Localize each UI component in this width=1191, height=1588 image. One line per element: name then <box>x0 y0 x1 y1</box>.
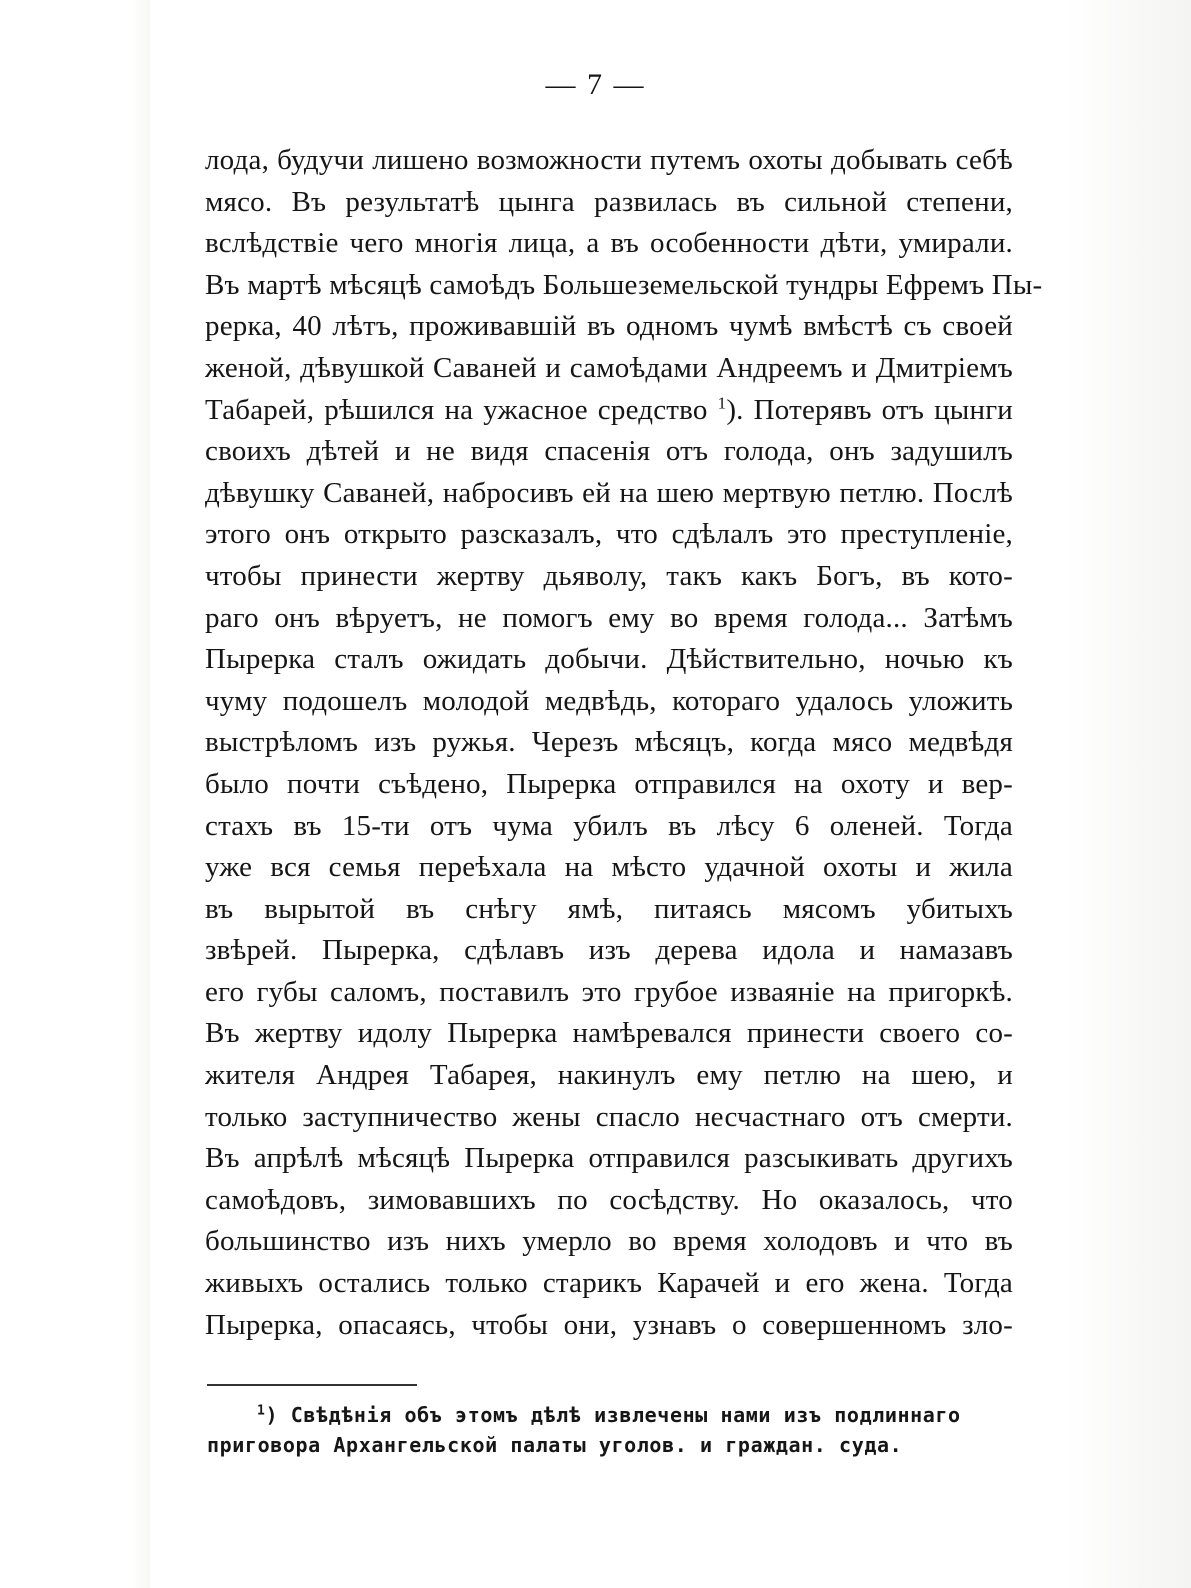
text-line: его губы саломъ, поставилъ это грубое изваяніе на пригоркѣ. <box>205 975 1013 1008</box>
text-line: чуму подошелъ молодой медвѣдь, котораго удалось уложить <box>205 684 1013 717</box>
text-line: лода, будучи лишено возможности путемъ охоты добывать себѣ <box>205 144 1013 176</box>
footnote-marker: 1 <box>257 1403 266 1419</box>
text-line: своихъ дѣтей и не видя спасенія отъ голода, онъ задушилъ <box>205 435 1013 468</box>
text-line: женой, дѣвушкой Саваней и самоѣдами Андреемъ и Дмитріемъ <box>205 351 1013 384</box>
text-line: уже вся семья переѣхала на мѣсто удачной охоты и жила <box>205 851 1013 884</box>
scan-left-margin <box>0 0 150 1588</box>
text-line: дѣвушку Саваней, набросивъ ей на шею мертвую петлю. Послѣ <box>205 476 1013 509</box>
text-line: Въ апрѣлѣ мѣсяцѣ Пырерка отправился разсыкивать другихъ <box>205 1142 1013 1175</box>
page-number: — 7 — <box>545 68 646 101</box>
footnote-divider <box>207 1384 417 1386</box>
text-line: выстрѣломъ изъ ружья. Черезъ мѣсяцъ, когда мясо медвѣдя <box>205 726 1013 759</box>
text-line: вслѣдствіе чего многія лица, а въ особенности дѣти, умирали. <box>205 227 1013 260</box>
text-line: стахъ въ 15-ти отъ чума убилъ въ лѣсу 6 оленей. Тогда <box>205 809 1013 842</box>
footnote-line <box>207 1400 1015 1430</box>
text-line: звѣрей. Пырерка, сдѣлавъ изъ дерева идола и намазавъ <box>205 934 1013 967</box>
text-line: Пырерка, опасаясь, чтобы они, узнавъ о совершенномъ зло- <box>205 1308 1013 1341</box>
text-line: живыхъ остались только старикъ Карачей и его жена. Тогда <box>205 1267 1013 1300</box>
text-line: этого онъ открыто разсказалъ, что сдѣлалъ это преступленіе, <box>205 518 1013 551</box>
text-line: только заступничество жены спасло несчастнаго отъ смерти. <box>205 1100 1013 1133</box>
body-text <box>205 140 1043 1346</box>
text-line: большинство изъ нихъ умерло во время холодовъ и что въ <box>205 1225 1013 1258</box>
text-line-with-footnote-ref <box>205 390 1013 432</box>
text-line: было почти съѣдено, Пырерка отправился на охоту и вер- <box>205 767 1013 800</box>
footnote-line: приговора Архангельской палаты уголов. и граждан. суда. <box>207 1433 903 1457</box>
text-line: Въ мартѣ мѣсяцѣ самоѣдъ Большеземельской тундры Ефремъ Пы- <box>205 268 1043 301</box>
footnote <box>207 1400 1015 1460</box>
text-line: чтобы принести жертву дьяволу, такъ какъ Богъ, въ кото- <box>205 559 1013 592</box>
text-line: Пырерка сталъ ожидать добычи. Дѣйствительно, ночью къ <box>205 643 1013 676</box>
footnote-reference: 1 <box>717 392 727 412</box>
footnote-text: ) Свѣдѣнія объ этомъ дѣлѣ извлечены нами изъ подлиннаго <box>265 1403 961 1427</box>
text-line: Въ жертву идолу Пырерка намѣревался принести своего со- <box>205 1017 1013 1050</box>
text-line: въ вырытой въ снѣгу ямѣ, питаясь мясомъ убитыхъ <box>205 892 1013 925</box>
text-line: рерка, 40 лѣтъ, проживавшій въ одномъ чумѣ вмѣстѣ съ своей <box>205 310 1013 343</box>
text-line-part: Табарей, рѣшился на ужасное средство <box>205 393 708 426</box>
text-line: раго онъ вѣруетъ, не помогъ ему во время голода... Затѣмъ <box>205 601 1013 634</box>
scan-right-margin <box>1051 0 1191 1588</box>
text-line: самоѣдовъ, зимовавшихъ по сосѣдству. Но оказалось, что <box>205 1183 1013 1216</box>
text-line: жителя Андрея Табарея, накинулъ ему петлю на шею, и <box>205 1059 1013 1092</box>
text-line: мясо. Въ результатѣ цынга развилась въ сильной степени, <box>205 185 1013 218</box>
text-line-part: ). Потерявъ отъ цынги <box>726 393 1014 426</box>
